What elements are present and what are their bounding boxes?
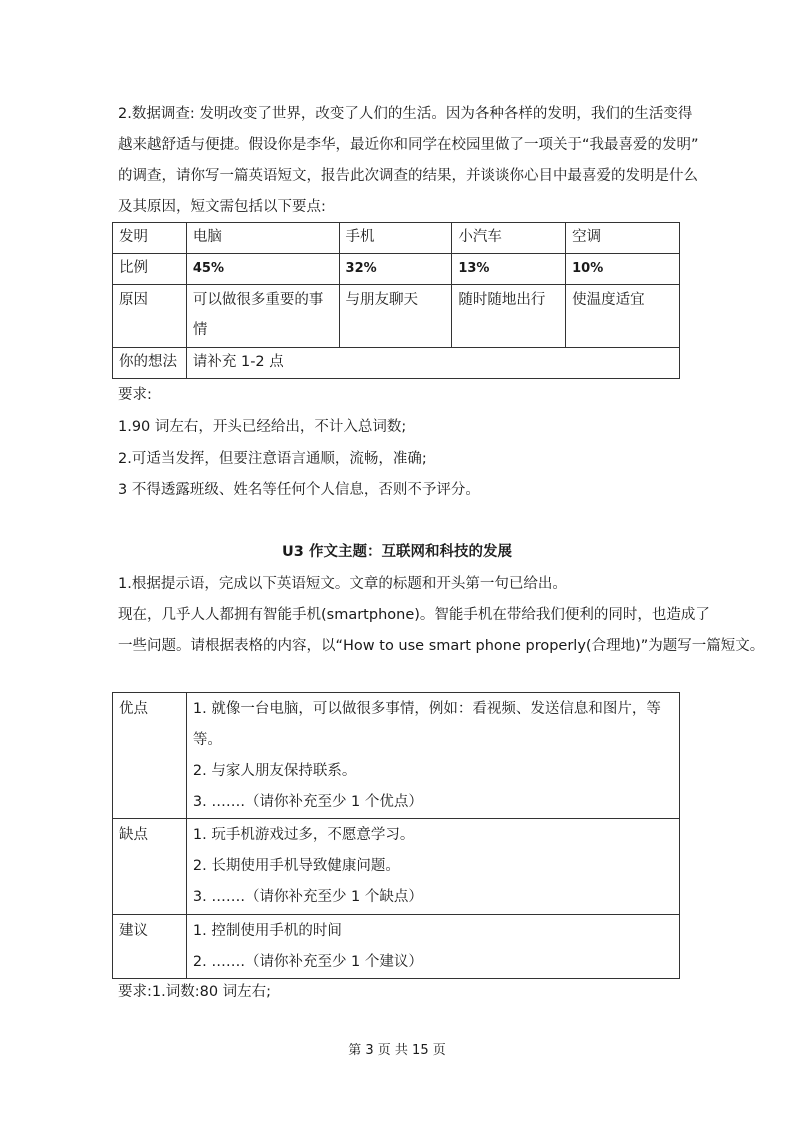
table-row [113,254,680,285]
list-item: 1. 玩手机游戏过多，不愿意学习。 [192,827,415,843]
table-cell: 电脑 [186,223,339,254]
table-cell [186,285,339,348]
reason-text: 可以做很多重要的事 [192,292,324,308]
table-row [113,819,680,915]
table-cell [186,693,679,819]
reason-text-cont: 情 [192,322,208,338]
table-cell: 随时随地出行 [452,285,566,348]
table-row [113,223,680,254]
table-cell: 空调 [566,223,680,254]
intro-line-4: 及其原因，短文需包括以下要点: [118,199,326,215]
table-cell: 32% [339,254,452,285]
intro-line-2: 越来越舒适与便捷。假设你是李华，最近你和同学在校园里做了一项关于“我最喜爱的发明” [118,137,699,153]
requirement-item-1: 1.90 词左右，开头已经给出，不计入总词数; [118,419,407,435]
list-item: 2. 与家人朋友保持联系。 [192,763,357,779]
table-cell: 你的想法 [113,348,187,379]
table-row [113,915,680,979]
intro-line-1: 2.数据调查: 发明改变了世界，改变了人们的生活。因为各种各样的发明，我们的生活变得 [118,106,693,122]
table-cell: 小汽车 [452,223,566,254]
intro-line-3: 的调查，请你写一篇英语短文，报告此次调查的结果，并谈谈你心目中最喜爱的发明是什么 [118,168,698,184]
requirements-title: 要求: [118,387,152,403]
table-cell: 比例 [113,254,187,285]
table-row [113,285,680,348]
table-cell: 发明 [113,223,187,254]
table-cell: 手机 [339,223,452,254]
table-cell: 原因 [113,285,187,348]
table-cell: 45% [186,254,339,285]
section-line-1: 1.根据提示语，完成以下英语短文。文章的标题和开头第一句已给出。 [118,576,567,592]
list-item: 1. 就像一台电脑，可以做很多事情，例如：看视频、发送信息和图片，等等。 [192,701,661,748]
table-cell: 缺点 [113,819,187,915]
list-item: 3. …….（请你补充至少 1 个缺点） [192,889,423,905]
requirement-item-2: 2.可适当发挥，但要注意语言通顺，流畅，准确; [118,451,427,467]
table-cell: 10% [566,254,680,285]
invention-table [112,222,680,379]
page-footer: 第 3 页 共 15 页 [348,1043,446,1058]
section-line-2: 现在，几乎人人都拥有智能手机(smartphone)。智能手机在带给我们便利的同时，也造成了 [118,607,710,623]
list-item: 2. 长期使用手机导致健康问题。 [192,858,400,874]
table-cell: 13% [452,254,566,285]
section-line-3: 一些问题。请根据表格的内容，以“How to use smart phone properly(合理地)”为题写一篇短文。 [118,638,765,654]
table-cell: 与朋友聊天 [339,285,452,348]
list-item: 3. …….（请你补充至少 1 个优点） [192,794,423,810]
table-row [113,693,680,819]
smartphone-table [112,692,680,979]
table-cell: 优点 [113,693,187,819]
table-row [113,348,680,379]
table-cell [186,915,679,979]
table-cell [186,819,679,915]
table-cell: 建议 [113,915,187,979]
section-heading: U3 作文主题：互联网和科技的发展 [282,544,512,560]
table-cell: 使温度适宜 [566,285,680,348]
list-item: 1. 控制使用手机的时间 [192,923,342,939]
table-cell: 请补充 1-2 点 [186,348,679,379]
requirement-item-3: 3 不得透露班级、姓名等任何个人信息，否则不予评分。 [118,482,480,498]
list-item: 2. …….（请你补充至少 1 个建议） [192,954,423,970]
requirements-2: 要求:1.词数:80 词左右; [118,984,272,1000]
